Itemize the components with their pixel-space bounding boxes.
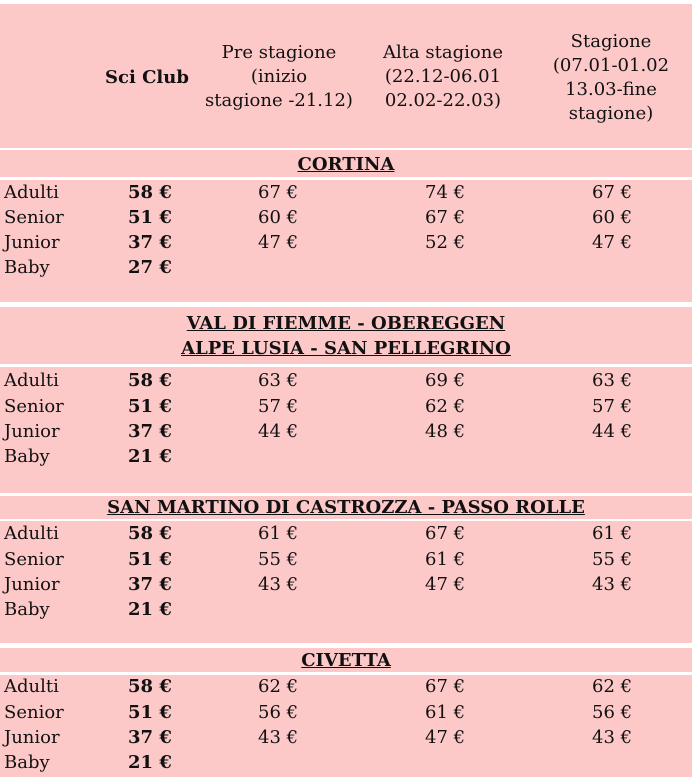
price-sci-club: 51 €	[128, 207, 172, 228]
price-alta-stagione: 47 €	[425, 727, 466, 748]
price-alta-stagione: 47 €	[425, 574, 466, 595]
price-stagione: 61 €	[592, 523, 633, 544]
price-pre-stagione: 57 €	[258, 396, 299, 417]
price-sci-club: 58 €	[128, 370, 172, 391]
row-label: Senior	[4, 549, 64, 570]
price-pre-stagione: 56 €	[258, 702, 299, 723]
price-sci-club: 27 €	[128, 257, 172, 278]
price-sci-club: 58 €	[128, 676, 172, 697]
row-label: Junior	[4, 232, 60, 253]
header-alta-line: 02.02-22.03)	[384, 90, 502, 111]
price-alta-stagione: 74 €	[425, 182, 466, 203]
price-alta-stagione: 48 €	[425, 421, 466, 442]
header-alta-line: Alta stagione	[382, 42, 503, 63]
header-pre-stagione	[196, 41, 362, 113]
price-pre-stagione: 44 €	[258, 421, 299, 442]
price-alta-stagione: 69 €	[425, 370, 466, 391]
price-stagione: 63 €	[592, 370, 633, 391]
section-title: ALPE LUSIA - SAN PELLEGRINO	[181, 338, 511, 359]
row-label: Adulti	[4, 370, 59, 391]
row-label: Adulti	[4, 676, 59, 697]
price-stagione: 43 €	[592, 727, 633, 748]
price-sci-club: 58 €	[128, 182, 172, 203]
price-stagione: 60 €	[592, 207, 633, 228]
header-stag-line: (07.01-01.02	[552, 55, 670, 76]
price-pre-stagione: 60 €	[258, 207, 299, 228]
row-label: Senior	[4, 396, 64, 417]
price-pre-stagione: 62 €	[258, 676, 299, 697]
row-label: Junior	[4, 421, 60, 442]
price-sci-club: 58 €	[128, 523, 172, 544]
row-label: Adulti	[4, 182, 59, 203]
section-title: CIVETTA	[301, 650, 391, 671]
price-stagione: 43 €	[592, 574, 633, 595]
header-stag-line: 13.03-fine	[565, 79, 657, 100]
price-stagione: 44 €	[592, 421, 633, 442]
price-sci-club: 37 €	[128, 232, 172, 253]
price-sci-club: 51 €	[128, 549, 172, 570]
price-alta-stagione: 61 €	[425, 702, 466, 723]
row-label: Baby	[4, 752, 50, 773]
price-alta-stagione: 61 €	[425, 549, 466, 570]
price-pre-stagione: 43 €	[258, 574, 299, 595]
section-body-band	[0, 521, 692, 643]
row-label: Senior	[4, 702, 64, 723]
section-title: SAN MARTINO DI CASTROZZA - PASSO ROLLE	[107, 497, 585, 518]
header-stagione	[530, 30, 692, 126]
price-pre-stagione: 43 €	[258, 727, 299, 748]
header-alta-line: (22.12-06.01	[384, 66, 502, 87]
price-alta-stagione: 62 €	[425, 396, 466, 417]
price-sci-club: 21 €	[128, 599, 172, 620]
row-label: Baby	[4, 257, 50, 278]
price-sci-club: 21 €	[128, 752, 172, 773]
price-pre-stagione: 61 €	[258, 523, 299, 544]
price-pre-stagione: 55 €	[258, 549, 299, 570]
price-sci-club: 51 €	[128, 396, 172, 417]
header-pre-line: stagione -21.12)	[205, 90, 353, 111]
section-body-band	[0, 180, 692, 302]
price-sci-club: 51 €	[128, 702, 172, 723]
price-pre-stagione: 67 €	[258, 182, 299, 203]
row-label: Baby	[4, 599, 50, 620]
header-sci-club: Sci Club	[105, 67, 189, 88]
price-sci-club: 37 €	[128, 421, 172, 442]
row-label: Adulti	[4, 523, 59, 544]
price-stagione: 62 €	[592, 676, 633, 697]
price-pre-stagione: 63 €	[258, 370, 299, 391]
price-stagione: 56 €	[592, 702, 633, 723]
price-alta-stagione: 67 €	[425, 523, 466, 544]
price-sci-club: 37 €	[128, 574, 172, 595]
header-stag-line: Stagione	[570, 31, 652, 52]
section-title: CORTINA	[297, 154, 395, 175]
header-pre-line: Pre stagione	[221, 42, 337, 63]
price-alta-stagione: 52 €	[425, 232, 466, 253]
price-sci-club: 21 €	[128, 446, 172, 467]
section-body-band	[0, 675, 692, 777]
header-stag-line: stagione)	[568, 103, 654, 124]
header-alta-stagione	[362, 41, 524, 113]
price-stagione: 47 €	[592, 232, 633, 253]
price-alta-stagione: 67 €	[425, 676, 466, 697]
price-stagione: 67 €	[592, 182, 633, 203]
section-title: VAL DI FIEMME - OBEREGGEN	[186, 313, 506, 334]
section-body-band	[0, 367, 692, 493]
price-sci-club: 37 €	[128, 727, 172, 748]
row-label: Junior	[4, 727, 60, 748]
row-label: Baby	[4, 446, 50, 467]
price-alta-stagione: 67 €	[425, 207, 466, 228]
price-stagione: 55 €	[592, 549, 633, 570]
header-pre-line: (inizio	[250, 66, 308, 87]
row-label: Senior	[4, 207, 64, 228]
row-label: Junior	[4, 574, 60, 595]
price-stagione: 57 €	[592, 396, 633, 417]
price-pre-stagione: 47 €	[258, 232, 299, 253]
